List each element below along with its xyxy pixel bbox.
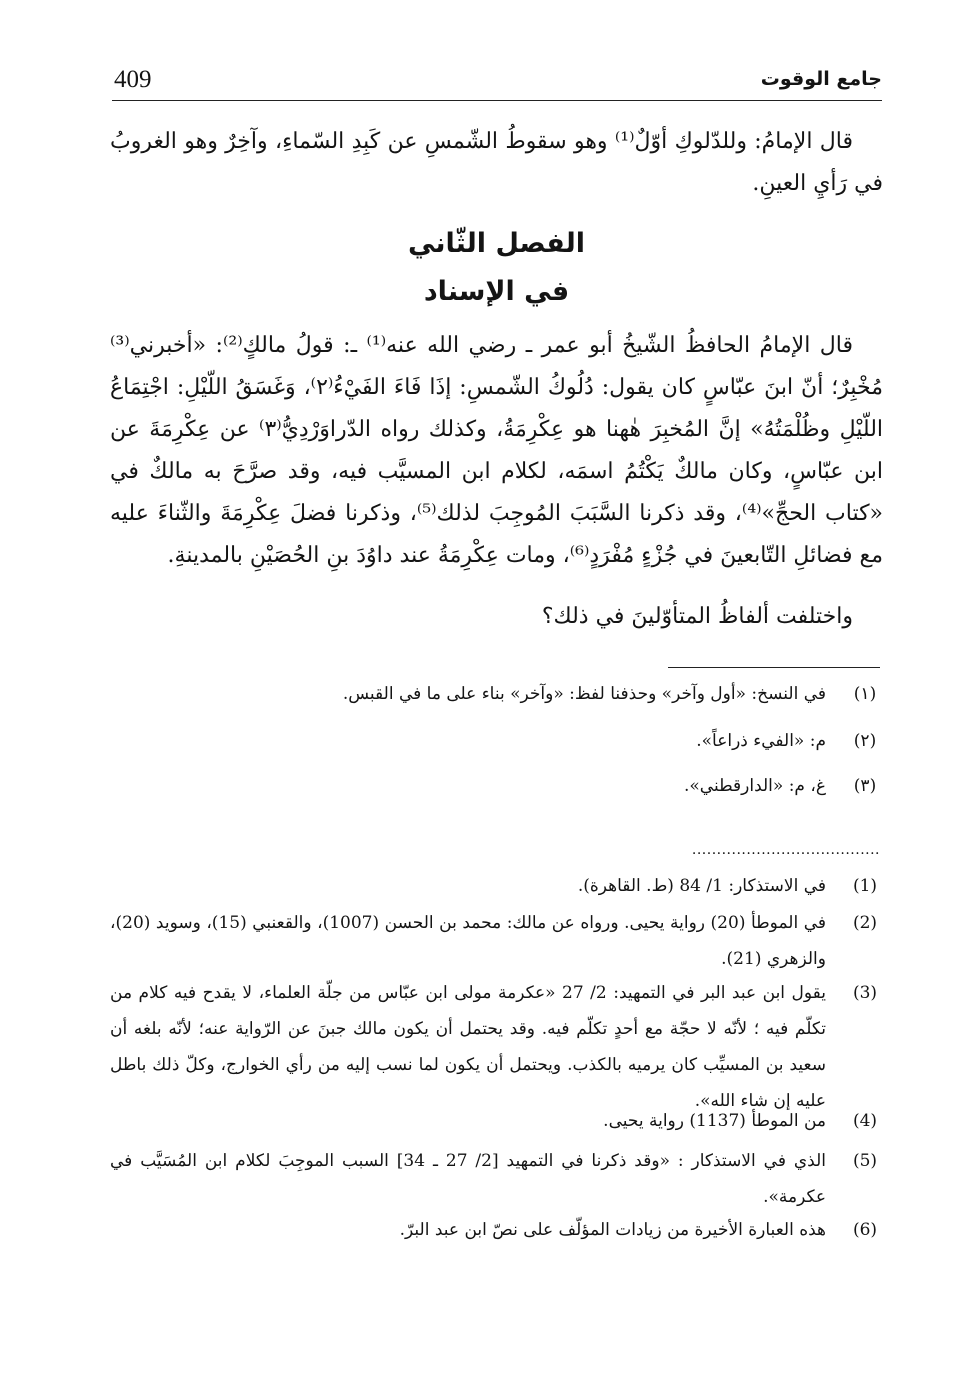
reference-note-number: (1) bbox=[852, 876, 878, 896]
reference-note bbox=[110, 868, 882, 904]
editor-note-text: في النسخ: «أول وآخر» وحذفنا لفظ: «وآخر» بناء على ما في القبس. bbox=[342, 684, 826, 704]
reference-note-text: في الموطأ (20) رواية يحيى. ورواه عن مالك: محمد بن الحسن (1007)، والقعنبي (15)، وسويد (20)، والزهري (21). bbox=[110, 913, 826, 969]
page-number: 409 bbox=[114, 66, 152, 93]
chapter-subtitle: في الإسناد bbox=[423, 276, 570, 307]
reference-note bbox=[110, 1143, 882, 1215]
editor-note-text: غ، م: «الدارقطني». bbox=[683, 776, 826, 796]
editor-note-number: (١) bbox=[853, 684, 877, 704]
reference-note-number: (5) bbox=[852, 1151, 878, 1171]
reference-note-number: (6) bbox=[852, 1220, 878, 1240]
reference-note-number: (2) bbox=[852, 913, 878, 933]
editor-note-number: (٢) bbox=[853, 731, 877, 751]
reference-note-text: الذي في الاستذكار : «وقد ذكرنا في التمهيد [2/ 27 ـ 34] السبب الموجِبَ لكلام ابن المُسَيَّب في عكرمة». bbox=[110, 1151, 826, 1207]
reference-note bbox=[110, 975, 882, 1119]
reference-note bbox=[110, 905, 882, 977]
dotted-separator: ...................................... bbox=[691, 842, 880, 858]
editor-note bbox=[110, 676, 882, 712]
reference-note-text: من الموطأ (1137) رواية يحيى. bbox=[603, 1111, 826, 1131]
running-title: جامع الوقوت bbox=[760, 68, 882, 90]
editor-note bbox=[110, 723, 882, 759]
reference-note-text: هذه العبارة الأخيرة من زيادات المؤلّف على نصّ ابن عبد البرّ. bbox=[399, 1220, 826, 1240]
footnote-rule bbox=[668, 667, 880, 668]
reference-note-number: (3) bbox=[852, 983, 878, 1003]
reference-note bbox=[110, 1212, 882, 1248]
chapter-title: الفصل الثّاني bbox=[408, 228, 585, 259]
main-paragraph: قال الإمامُ الحافظُ الشّيخُ أبو عمر ـ رضي الله عنه⁽¹⁾ ـ: قولُ مالكٍ⁽²⁾: «أخبرني⁽³⁾ مُخْبِرٌ؛ أنّ ابنَ عبّاسٍ كان يقول: دُلُوكُ الشّمسِ: إذَا فَاءَ الفَيْءُ⁽٢⁾، وَغَسَقُ اللّيْلِ: اجْتِمَاعُ اللّيْلِ وظُلْمَتُهُ» إنَّ المُخبِرَ هٰهنا هو عِكْرِمَةُ، وكذلك رواه الدّراوَرْدِيُّ⁽٣⁾ عن عِكْرِمَةَ عن ابن عبّاسٍ، وكان مالكٌ يَكْتُمُ اسمَه، لكلام ابن المسيَّب فيه، وقد صرَّحَ به مالكٌ في «كتاب الحجِّ»⁽⁴⁾، وقد ذكرنا السَّبَبَ المُوجِبَ لذلك⁽⁵⁾، وذكرنا فضلَ عِكْرِمَةَ والثّناءَ عليه مع فضائلِ التّابعينَ في جُزْءٍ مُفْرَدٍ⁽⁶⁾، ومات عِكْرِمَةُ عند داوُدَ بنِ الحُصَيْنِ بالمدينةِ. bbox=[110, 333, 884, 568]
question-paragraph: واختلفت ألفاظُ المتأوّلينَ في ذلك؟ bbox=[541, 604, 853, 629]
reference-note-number: (4) bbox=[852, 1111, 878, 1131]
reference-note-text: يقول ابن عبد البر في التمهيد: 2/ 27 «عكرمة مولى ابن عبّاس من جلّة العلماء، لا يقدح فيه كلام من تكلّم فيه ؛ لأنّه لا حجّة مع أحدٍ تكلّم فيه. وقد يحتمل أن يكون مالك جبنَ عن الرّواية عنه؛ لأنّه بلغه أن سعيد بن المسيِّب كان يرميه بالكذب. ويحتمل أن يكون لما نسب إليه من رأي الخوارج، وكلّ ذلك باطل عليه إن شاء الله». bbox=[110, 983, 826, 1111]
editor-note-text: م: «الفيء ذراعاً». bbox=[696, 731, 826, 751]
reference-note bbox=[110, 1103, 882, 1139]
running-header bbox=[112, 60, 882, 101]
reference-note-text: في الاستذكار: 1/ 84 (ط. القاهرة). bbox=[577, 876, 826, 896]
editor-note-number: (٣) bbox=[853, 776, 877, 796]
intro-paragraph: قال الإمامُ: وللدّلوكِ أوّلٌ⁽¹⁾ وهو سقوطُ الشّمسِ عن كَبِدِ السّماءِ، وآخِرٌ وهو الغروبُ في رَأيِ العينِ. bbox=[110, 129, 883, 196]
editor-note bbox=[110, 768, 882, 804]
